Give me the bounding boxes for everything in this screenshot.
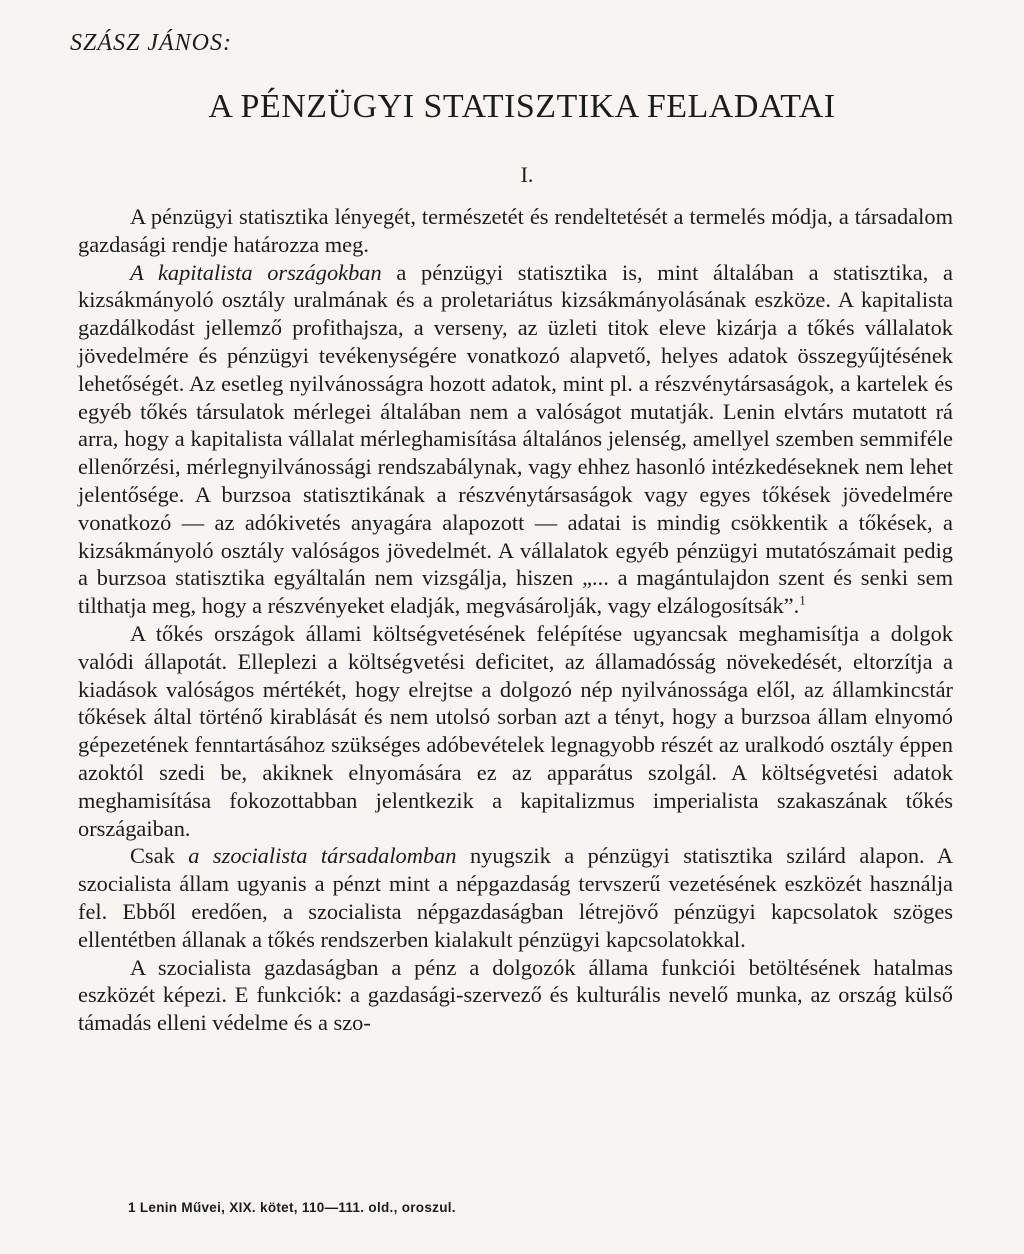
paragraph-4-text: nyugszik a pénzügyi statisztika szilárd alapon. A szocialista állam ugyanis a pénzt mint a népgazdaság tervszerű vezetésének eszközét használja fel. Ebből eredően, a szocialista népgazdaságban létrejövő pénzügyi kapcsolatok szöges ellentétben állanak a tőkés rendszerben kialakult pénzügyi kapcsolatokkal. bbox=[78, 843, 954, 952]
paragraph-2-text: a pénzügyi statisztika is, mint általában a statisztika, a kizsákmányoló osztály uralmának és a proletariátus kizsákmányolásának eszköze. A kapitalista gazdálkodást jellemző profithajsza, a verseny, az üzleti titok eleve kizárja a tőkés vállalatok jövedelmére és pénzügyi tevékenységére vonatkozó alapvető, helyes adatok összegyűjtésének lehetőségét. Az esetleg nyilvánosságra hozott adatok, mint pl. a részvénytársaságok, a kartelek és egyéb tőkés társulatok mérlegei általában nem a valóságot mutatják. Lenin elvtárs mutatott rá arra, hogy a kapitalista vállalat mérleghamisítása általános jelenség, amellyel szemben semmiféle ellenőrzési, mérlegnyilvánossági rendszabálynak, vagy ehhez hasonló intézkedéseknek nem lehet jelentősége. A burzsoa statisztikának a részvénytársaságok vagy egyes tőkések jövedelmére vonatkozó — az adókivetés anyagára alapozott — adatai is mindig csökkentik a tőkések, a kizsákmányoló osztály valóságos jövedelmét. A vállalatok egyéb pénzügyi mutatószámait pedig a burzsoa statisztika egyáltalán nem vizsgálja, hiszen „... a magántulajdon szent és senki sem tilthatja meg, hogy a részvényeket eladják, megvásárolják, vagy elzálogosítsák”. bbox=[78, 259, 953, 619]
article-body bbox=[78, 203, 953, 1037]
paragraph-1: A pénzügyi statisztika lényegét, természetét és rendeltetését a termelés módja, a társadalom gazdasági rendje határozza meg. bbox=[78, 204, 953, 257]
footnote-reference[interactable]: 1 bbox=[799, 592, 806, 608]
paragraph-2-emphasis: A kapitalista országokban bbox=[130, 259, 382, 285]
paragraph-4-lead: Csak bbox=[130, 843, 189, 869]
paragraph-2 bbox=[78, 259, 953, 620]
paragraph-3: A tőkés országok állami költségvetésének felépítése ugyancsak meghamisítja a dolgok valódi állapotát. Elleplezi a költségvetési deficitet, az államadósság növekedését, eltorzítja a kiadások valóságos mértékét, hogy elrejtse a dolgozó nép nyilvánossága elől, az államkincstár tőkések által történő kirablását és nem utolsó sorban azt a tényt, hogy a burzsoa állam elnyomó gépezetének fenntartásához szükséges adóbevételek legnagyobb részét az uralkodó osztály éppen azoktól szedi be, akiknek elnyomására ez az apparátus szolgál. A költségvetési adatok meghamisítása fokozottabban jelentkezik a kapitalizmus imperialista szakaszának tőkés országaiban. bbox=[78, 620, 953, 841]
paragraph-4 bbox=[78, 842, 953, 953]
paragraph-4-emphasis: a szocialista társadalomban bbox=[188, 843, 457, 869]
author-name: SZÁSZ JÁNOS: bbox=[70, 30, 232, 56]
section-number: I. bbox=[520, 162, 534, 187]
paragraph-5: A szocialista gazdaságban a pénz a dolgozók állama funkciói betöltésének hatalmas eszközét képezi. E funkciók: a gazdasági-szervező és kulturális nevelő munka, az ország külső támadás elleni védelme és a szo- bbox=[78, 954, 953, 1036]
footnote: 1 Lenin Művei, XIX. kötet, 110—111. old., oroszul. bbox=[128, 1200, 456, 1215]
article-title: A PÉNZÜGYI STATISZTIKA FELADATAI bbox=[208, 88, 836, 125]
